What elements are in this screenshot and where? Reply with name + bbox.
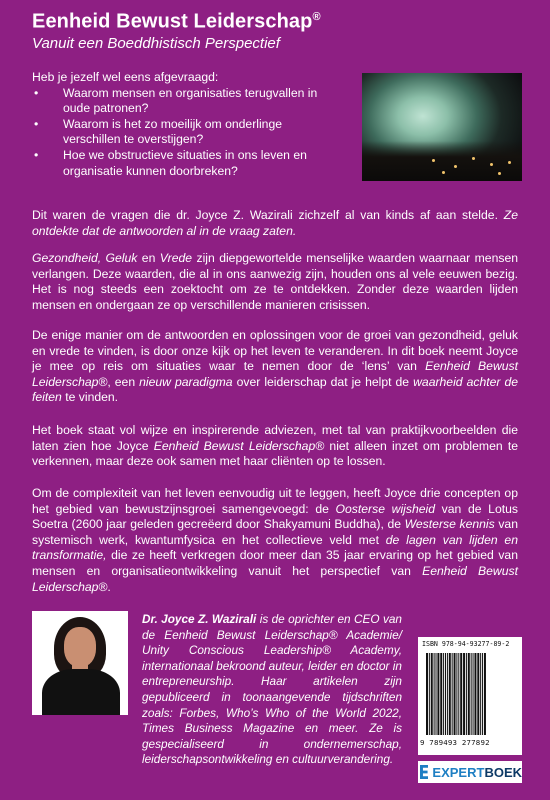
author-bio: Dr. Joyce Z. Wazirali is de oprichter en CEO van de Eenheid Bewust Leiderschap® Academie/ Unity Conscious Leadership® Academy, internationaal bekroond auteur, leider en doctor in entrepreneurship. Haar artikelen zijn gepubliceerd in toonaangevende tijdschriften zoals: Forbes, Who’s Who of the World 2022, Times Business Magazine en meer. Ze is gespecialiseerd in ondernemerschap, leiderschapsontwikkeling en cultuurverandering.	[142, 612, 402, 767]
night-sky-photo	[362, 73, 522, 181]
bullet-icon: •	[34, 116, 39, 131]
paragraph-3: De enige manier om de antwoorden en oplossingen voor de groei van gezondheid, geluk en vrede te vinden, is door onze kijk op het leven te veranderen. In dit boek neemt Joyce je mee op reis om situaties waar te nemen door de ‘lens’ van Eenheid Bewust Leiderschap®, een nieuw paradigma over leiderschap dat je helpt de waarheid achter de feiten te vinden.	[32, 328, 519, 405]
question-item: • Waarom is het zo moeilijk om onderlinge verschillen te overstijgen?	[34, 116, 283, 147]
expertboek-logo-icon	[420, 765, 428, 779]
bullet-icon: •	[34, 85, 39, 100]
barcode-digits: 9 789493 277892	[420, 738, 490, 747]
author-photo	[32, 611, 128, 715]
paragraph-2: Gezondheid, Geluk en Vrede zijn diepgewortelde menselijke waarden waarnaar mensen verlangen. Deze waarden, die al in ons aanwezig zijn, houden ons al vele eeuwen bezig. Het is nog steeds een zoektocht om ze te ontdekken. Zonder deze waarden lijden mensen en ondergaan ze op verschillende manieren crisissen.	[32, 251, 518, 312]
city-lights	[362, 141, 522, 181]
registered-mark: ®	[312, 11, 321, 23]
paragraph-1: Dit waren de vragen die dr. Joyce Z. Wazirali zichzelf al van kinds af aan stelde. Ze ontdekte dat de antwoorden al in de vraag zaten.	[32, 208, 518, 238]
barcode-bars	[426, 653, 514, 735]
barcode	[418, 637, 522, 755]
book-title-text: Eenheid Bewust Leiderschap	[32, 10, 313, 33]
paragraph-5: Om de complexiteit van het leven eenvoudig uit te leggen, heeft Joyce drie concepten op het gebied van bewustzijnsgroei samengevoegd: de Oosterse wijsheid van de Lotus Soetra (2600 jaar geleden gecreëerd door Shakyamuni Buddha), de Westerse kennis van systemisch werk, kwantumfysica en het collectieve veld met de lagen van lijden en transformatie, die ze heeft verkregen door meer dan 35 jaar ervaring op het gebied van mensen en organisatieontwikkeling vanuit het perspectief van Eenheid Bewust Leiderschap®.	[32, 486, 518, 594]
book-subtitle: Vanuit een Boeddhistisch Perspectief	[32, 34, 280, 52]
question-item: • Waarom mensen en organisaties terugvallen in oude patronen?	[34, 85, 318, 116]
bullet-icon: •	[34, 147, 39, 162]
book-title	[32, 4, 512, 35]
isbn-label: ISBN 978-94-93277-89-2	[422, 640, 510, 648]
header	[32, 4, 512, 53]
paragraph-4: Het boek staat vol wijze en inspirerende adviezen, met tal van praktijkvoorbeelden die laten zien hoe Joyce Eenheid Bewust Leiderschap® niet alleen inzet om problemen te verkennen, maar deze ook samen met haar cliënten op te lossen.	[32, 423, 518, 469]
publisher-logo: EXPERT BOEK	[418, 761, 522, 783]
author-name: Dr. Joyce Z. Wazirali	[142, 612, 257, 626]
questions-intro: Heb je jezelf wel eens afgevraagd:	[32, 70, 219, 84]
question-item: • Hoe we obstructieve situaties in ons leven en organisatie kunnen doorbreken?	[34, 147, 307, 178]
questions-list	[32, 86, 352, 180]
questions-block	[32, 70, 352, 179]
